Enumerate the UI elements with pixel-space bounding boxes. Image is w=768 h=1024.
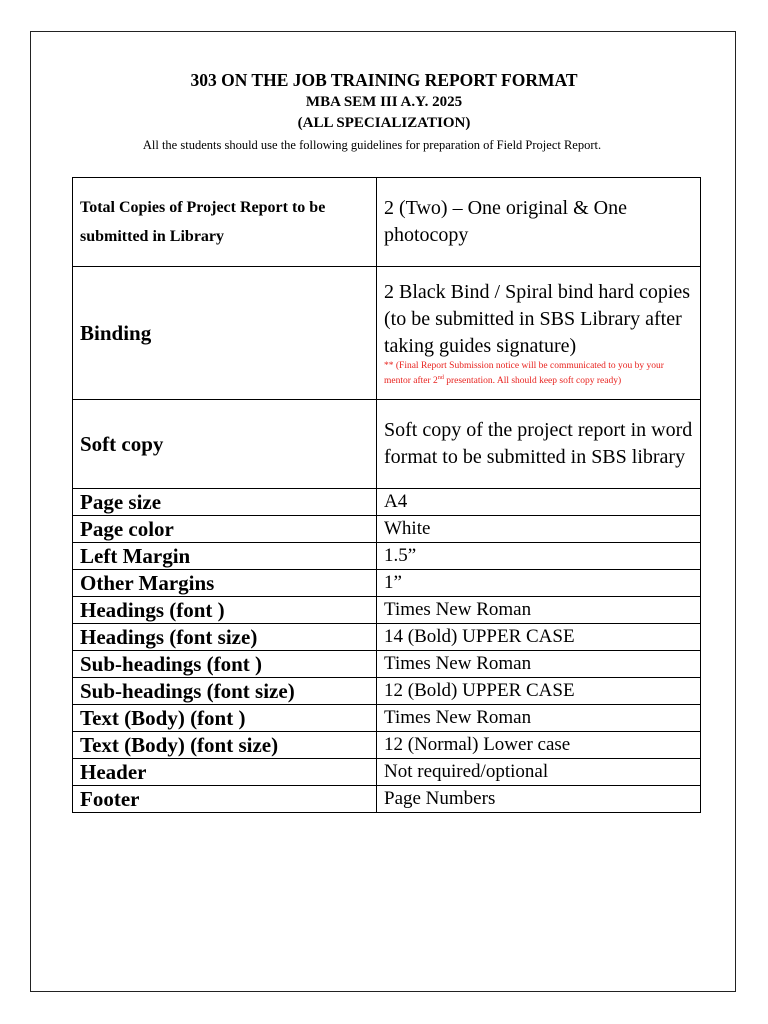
row-label: Headings (font size) bbox=[73, 624, 377, 651]
row-label: Other Margins bbox=[73, 570, 377, 597]
binding-value-text: 2 Black Bind / Spiral bind hard copies (to be submitted in SBS Library after taking guides signature) bbox=[384, 280, 691, 357]
row-label: Page size bbox=[73, 489, 377, 516]
row-label: Binding bbox=[73, 267, 377, 400]
note-text-a: ** (Final Report Submission notice will be communicated to you by your mentor after 2 bbox=[384, 360, 664, 387]
table-row bbox=[73, 400, 701, 489]
format-table bbox=[72, 177, 701, 813]
specialization-line: (ALL SPECIALIZATION) bbox=[297, 115, 471, 131]
row-value: Times New Roman bbox=[377, 651, 701, 678]
row-value: Not required/optional bbox=[377, 759, 701, 786]
table-row bbox=[73, 489, 701, 516]
row-value: 1.5” bbox=[377, 543, 701, 570]
row-value: 12 (Bold) UPPER CASE bbox=[377, 678, 701, 705]
row-value: 2 (Two) – One original & One photocopy bbox=[377, 178, 701, 267]
note-text-b: presentation. All should keep soft copy ready) bbox=[443, 376, 622, 387]
submission-note bbox=[384, 360, 693, 387]
table-row bbox=[73, 759, 701, 786]
row-label: Sub-headings (font ) bbox=[73, 651, 377, 678]
table-row bbox=[73, 516, 701, 543]
row-label: Soft copy bbox=[73, 400, 377, 489]
row-value: Page Numbers bbox=[377, 786, 701, 813]
table-row bbox=[73, 570, 701, 597]
table-row bbox=[73, 651, 701, 678]
row-value: 14 (Bold) UPPER CASE bbox=[377, 624, 701, 651]
table-row bbox=[73, 624, 701, 651]
table-row bbox=[73, 732, 701, 759]
document-subtitle: MBA SEM III A.Y. 2025 bbox=[305, 94, 463, 110]
table-row bbox=[73, 178, 701, 267]
table-row bbox=[73, 678, 701, 705]
row-value: Times New Roman bbox=[377, 597, 701, 624]
row-value: A4 bbox=[377, 489, 701, 516]
row-value: White bbox=[377, 516, 701, 543]
row-label: Total Copies of Project Report to be submitted in Library bbox=[73, 178, 377, 267]
document-title: 303 ON THE JOB TRAINING REPORT FORMAT bbox=[190, 70, 578, 90]
note-superscript: nd bbox=[437, 374, 444, 381]
row-label: Sub-headings (font size) bbox=[73, 678, 377, 705]
row-value: Times New Roman bbox=[377, 705, 701, 732]
row-label: Left Margin bbox=[73, 543, 377, 570]
table-row bbox=[73, 786, 701, 813]
table-row bbox=[73, 597, 701, 624]
row-value: Soft copy of the project report in word format to be submitted in SBS library bbox=[377, 400, 701, 489]
row-label: Header bbox=[73, 759, 377, 786]
row-label: Text (Body) (font size) bbox=[73, 732, 377, 759]
row-label: Text (Body) (font ) bbox=[73, 705, 377, 732]
row-label: Page color bbox=[73, 516, 377, 543]
table-row bbox=[73, 705, 701, 732]
row-value: 1” bbox=[377, 570, 701, 597]
row-value bbox=[377, 267, 701, 400]
row-label: Headings (font ) bbox=[73, 597, 377, 624]
row-value: 12 (Normal) Lower case bbox=[377, 732, 701, 759]
intro-text: All the students should use the following guidelines for preparation of Field Project Report. bbox=[142, 138, 602, 152]
row-label: Footer bbox=[73, 786, 377, 813]
table-row bbox=[73, 267, 701, 400]
table-row bbox=[73, 543, 701, 570]
